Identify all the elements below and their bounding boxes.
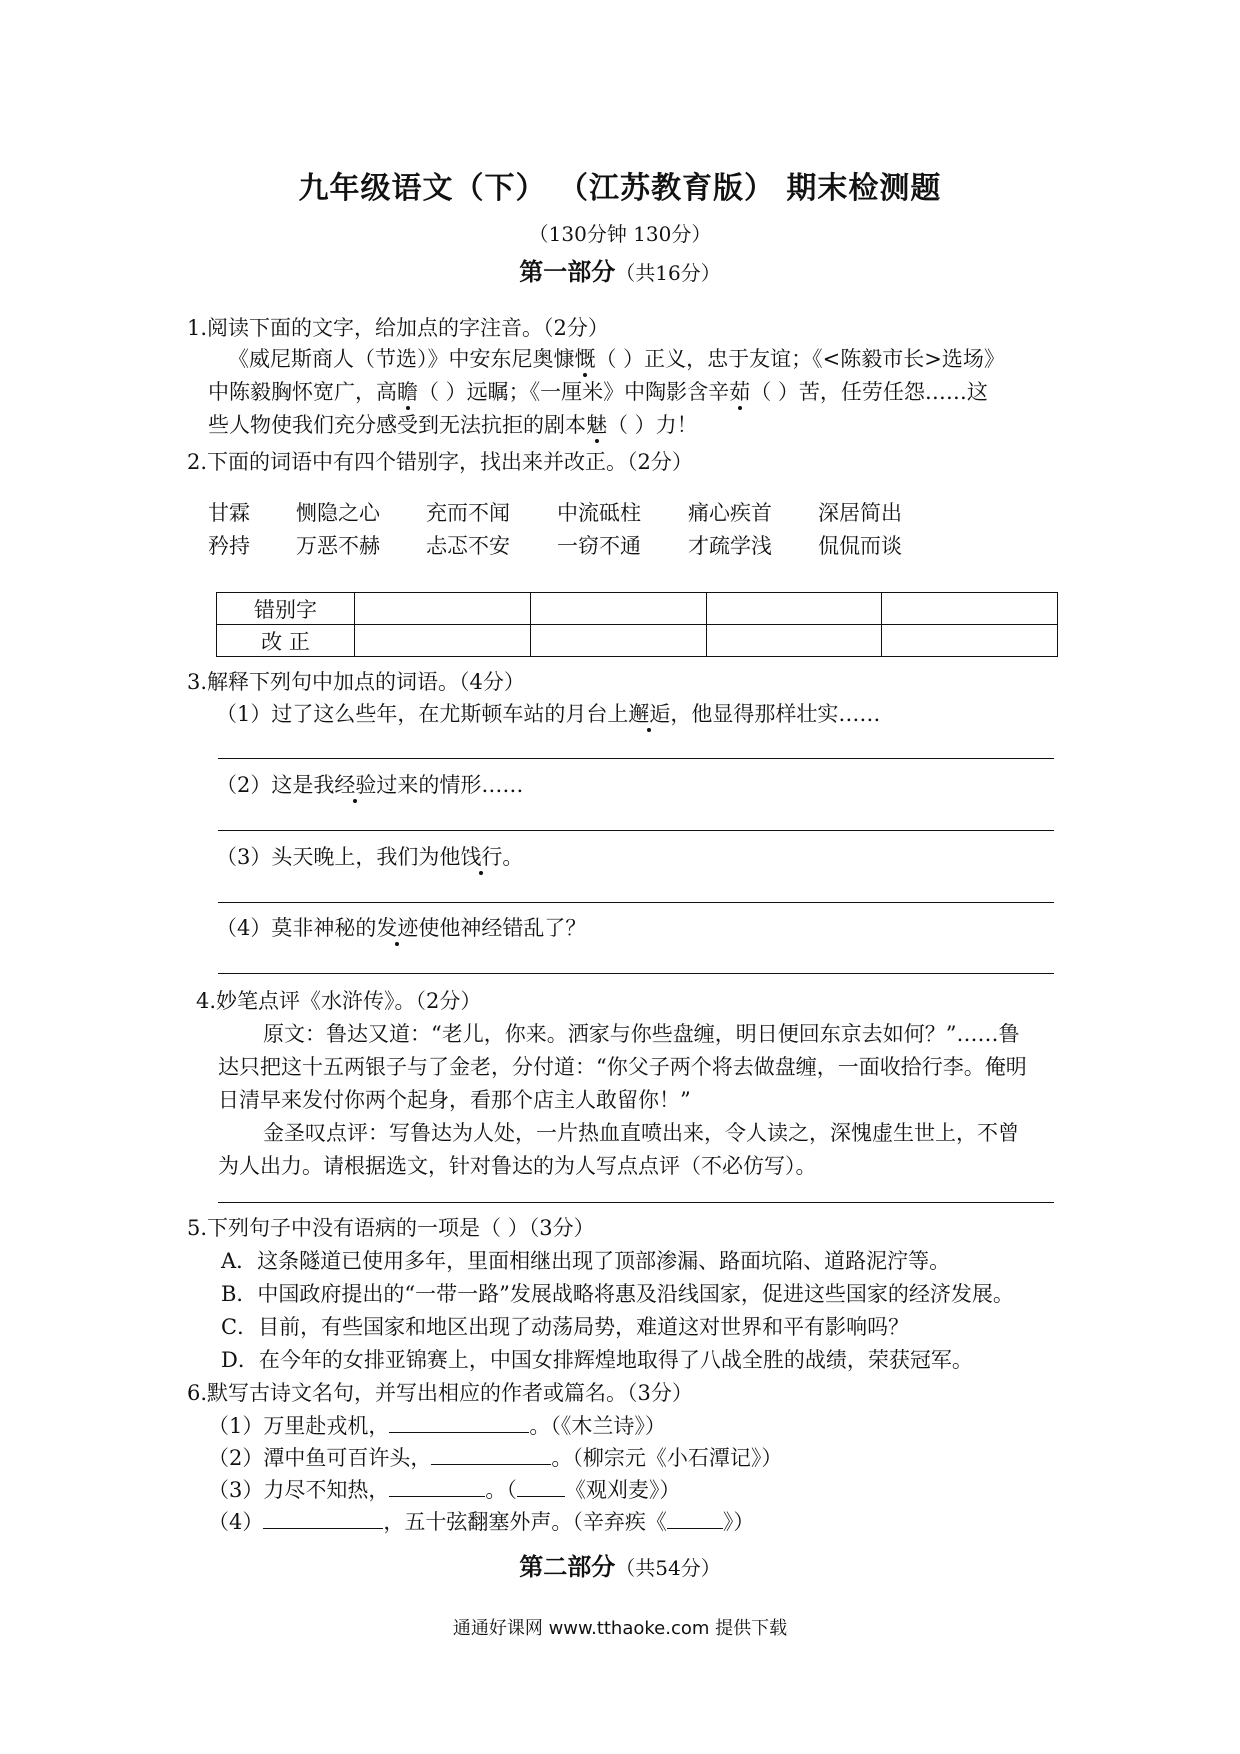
q6-text: 。（《木兰诗》） bbox=[529, 1414, 666, 1438]
q4-para: 原文：鲁达又道：“老儿，你来。洒家与你些盘缠，明日便回东京去如何？”……鲁 bbox=[263, 1022, 1020, 1046]
q1-text: （ ）苦，任劳任怨……这 bbox=[750, 380, 988, 404]
typo-answer-cell[interactable] bbox=[355, 593, 531, 625]
correction-answer-cell[interactable] bbox=[882, 625, 1058, 657]
q1-text: 些人物使我们充分感受到无法抗拒的剧本 bbox=[208, 413, 586, 437]
q3-dotted-word: 发迹 bbox=[376, 916, 419, 940]
q2-word: 甘霖 bbox=[208, 501, 250, 525]
part-one-points: （共16分） bbox=[615, 261, 721, 285]
q5-option-a[interactable]: A．这条隧道已使用多年，里面相继出现了顶部渗漏、路面坑陷、道路泥泞等。 bbox=[221, 1249, 951, 1273]
q5-option-b[interactable]: B．中国政府提出的“一带一路”发展战略将惠及沿线国家，促进这些国家的经济发展。 bbox=[221, 1282, 1014, 1306]
q1-stem: 1.阅读下面的文字，给加点的字注音。（2分） bbox=[187, 316, 609, 340]
q6-stem: 6.默写古诗文名句，并写出相应的作者或篇名。（3分） bbox=[187, 1381, 693, 1405]
q1-text: （ ）力！ bbox=[607, 413, 698, 437]
q6-blank-3[interactable] bbox=[389, 1474, 485, 1497]
q3-text: ，他显得那样壮实…… bbox=[670, 702, 881, 726]
q2-word: 痛心疾首 bbox=[688, 501, 772, 525]
q2-word: 深居简出 bbox=[818, 501, 902, 525]
q4-para: 为人出力。请根据选文，针对鲁达的为人写点点评（不必仿写）。 bbox=[218, 1154, 817, 1178]
q6-item-1 bbox=[208, 1409, 666, 1443]
q6-item-3 bbox=[208, 1473, 680, 1507]
q3-sentence-1 bbox=[216, 697, 880, 731]
correction-answer-cell[interactable] bbox=[706, 625, 882, 657]
part-one-heading bbox=[0, 252, 1240, 287]
q6-blank-1[interactable] bbox=[389, 1410, 529, 1433]
q3-dotted-word: 饯行 bbox=[460, 845, 503, 869]
q2-word: 才疏学浅 bbox=[688, 534, 772, 558]
q6-text: （2）潭中鱼可百许头， bbox=[208, 1446, 432, 1470]
q1-dotted-char: 瞻 bbox=[397, 380, 418, 404]
typo-correction-table bbox=[216, 592, 1058, 657]
q4-para: 金圣叹点评：写鲁达为人处，一片热血直喷出来，令人读之，深愧虚生世上，不曾 bbox=[263, 1121, 1019, 1145]
q1-line-2 bbox=[208, 375, 988, 409]
typo-answer-cell[interactable] bbox=[706, 593, 882, 625]
q3-sentence-2 bbox=[216, 768, 523, 802]
q6-item-2 bbox=[208, 1441, 782, 1475]
q3-answer-line-3[interactable] bbox=[218, 902, 1054, 903]
q3-text: （4）莫非神秘的 bbox=[216, 916, 377, 940]
part-two-title: 第二部分 bbox=[519, 1552, 616, 1581]
q6-author-blank[interactable] bbox=[517, 1474, 565, 1497]
q6-item-4 bbox=[208, 1505, 754, 1539]
q3-answer-line-4[interactable] bbox=[218, 973, 1054, 974]
q3-answer-line-1[interactable] bbox=[218, 758, 1054, 759]
q2-word: 中流砥柱 bbox=[557, 501, 641, 525]
typo-answer-cell[interactable] bbox=[530, 593, 706, 625]
q6-blank-2[interactable] bbox=[431, 1442, 551, 1465]
q4-para: 日清早来发付你两个起身，看那个店主人敢留你！” bbox=[218, 1088, 691, 1112]
q4-stem: 4.妙笔点评《水浒传》。（2分） bbox=[196, 989, 482, 1013]
q3-dotted-word: 经验 bbox=[334, 773, 377, 797]
q1-dotted-char: 慨 bbox=[574, 347, 596, 371]
table-row bbox=[217, 625, 1058, 657]
part-two-heading bbox=[0, 1547, 1240, 1582]
q2-word: 充而不闻 bbox=[426, 501, 510, 525]
q1-dotted-char: 茹 bbox=[729, 380, 751, 404]
q6-text: 》） bbox=[722, 1510, 755, 1534]
q6-blank-4[interactable] bbox=[263, 1506, 383, 1529]
q3-dotted-word: 邂逅 bbox=[628, 702, 671, 726]
q6-text: 。（ bbox=[485, 1478, 517, 1502]
q2-word: 恻隐之心 bbox=[296, 501, 380, 525]
q3-text: 使他神经错乱了？ bbox=[418, 916, 587, 940]
correction-answer-cell[interactable] bbox=[530, 625, 706, 657]
q2-word: 一窃不通 bbox=[557, 534, 641, 558]
q6-text: 。（柳宗元《小石潭记》） bbox=[551, 1446, 783, 1470]
q3-sentence-3 bbox=[216, 840, 523, 874]
q1-line-3 bbox=[208, 408, 698, 442]
q3-text: （1）过了这么些年，在尤斯顿车站的月台上 bbox=[216, 702, 629, 726]
q2-word: 万恶不赫 bbox=[296, 534, 380, 558]
part-one-title: 第一部分 bbox=[519, 257, 616, 286]
q1-line-1 bbox=[228, 342, 1005, 376]
q2-stem: 2.下面的词语中有四个错别字，找出来并改正。（2分） bbox=[187, 450, 693, 474]
q6-text: （1）万里赴戎机， bbox=[208, 1414, 390, 1438]
q1-text: （ ）正义，忠于友谊；《<陈毅市长>选场》 bbox=[595, 347, 1005, 371]
table-row bbox=[217, 593, 1058, 625]
q5-option-d[interactable]: D．在今年的女排亚锦赛上，中国女排辉煌地取得了八战全胜的战绩，荣获冠军。 bbox=[221, 1348, 973, 1372]
q2-word: 矜持 bbox=[208, 534, 250, 558]
q3-sentence-4 bbox=[216, 911, 586, 945]
q3-text: 过来的情形…… bbox=[376, 773, 524, 797]
q1-text: 中陈毅胸怀宽广，高 bbox=[208, 380, 397, 404]
correction-label: 改 正 bbox=[217, 625, 355, 657]
q5-option-c[interactable]: C．目前，有些国家和地区出现了动荡局势，难道这对世界和平有影响吗？ bbox=[221, 1315, 910, 1339]
q3-text: （2）这是我 bbox=[216, 773, 335, 797]
correction-answer-cell[interactable] bbox=[355, 625, 531, 657]
q6-text: ，五十弦翻塞外声。（辛弃疾《 bbox=[383, 1510, 667, 1534]
q1-dotted-char: 魅 bbox=[586, 413, 607, 437]
q2-word: 侃侃而谈 bbox=[818, 534, 902, 558]
page-title: 九年级语文（下） （江苏教育版） 期末检测题 bbox=[298, 171, 942, 206]
q3-text: 。 bbox=[502, 845, 524, 869]
typo-label: 错别字 bbox=[217, 593, 355, 625]
q3-text: （3）头天晚上，我们为他 bbox=[216, 845, 461, 869]
exam-duration-score: （130分钟 130分） bbox=[528, 222, 712, 246]
q1-text: （ ）远瞩；《一厘米》中陶影含辛 bbox=[418, 380, 730, 404]
page-footer: 通通好课网 www.tthaoke.com 提供下载 bbox=[452, 1618, 788, 1639]
q4-answer-line[interactable] bbox=[218, 1202, 1054, 1203]
q3-answer-line-2[interactable] bbox=[218, 830, 1054, 831]
q1-text: 《威尼斯商人（节选）》中安东尼奥慷 bbox=[228, 347, 575, 371]
q5-stem: 5.下列句子中没有语病的一项是（ ）（3分） bbox=[187, 1216, 595, 1240]
q6-title-blank[interactable] bbox=[667, 1506, 723, 1529]
q2-word: 忐忑不安 bbox=[426, 534, 510, 558]
typo-answer-cell[interactable] bbox=[882, 593, 1058, 625]
q6-text: （3）力尽不知热， bbox=[208, 1478, 390, 1502]
q6-text: （4） bbox=[208, 1510, 264, 1534]
q3-stem: 3.解释下列句中加点的词语。（4分） bbox=[187, 670, 525, 694]
q4-para: 达只把这十五两银子与了金老，分付道：“你父子两个将去做盘缠，一面收拾行李。俺明 bbox=[218, 1055, 1027, 1079]
part-two-points: （共54分） bbox=[615, 1556, 721, 1580]
q6-text: 《观刈麦》） bbox=[564, 1478, 681, 1502]
